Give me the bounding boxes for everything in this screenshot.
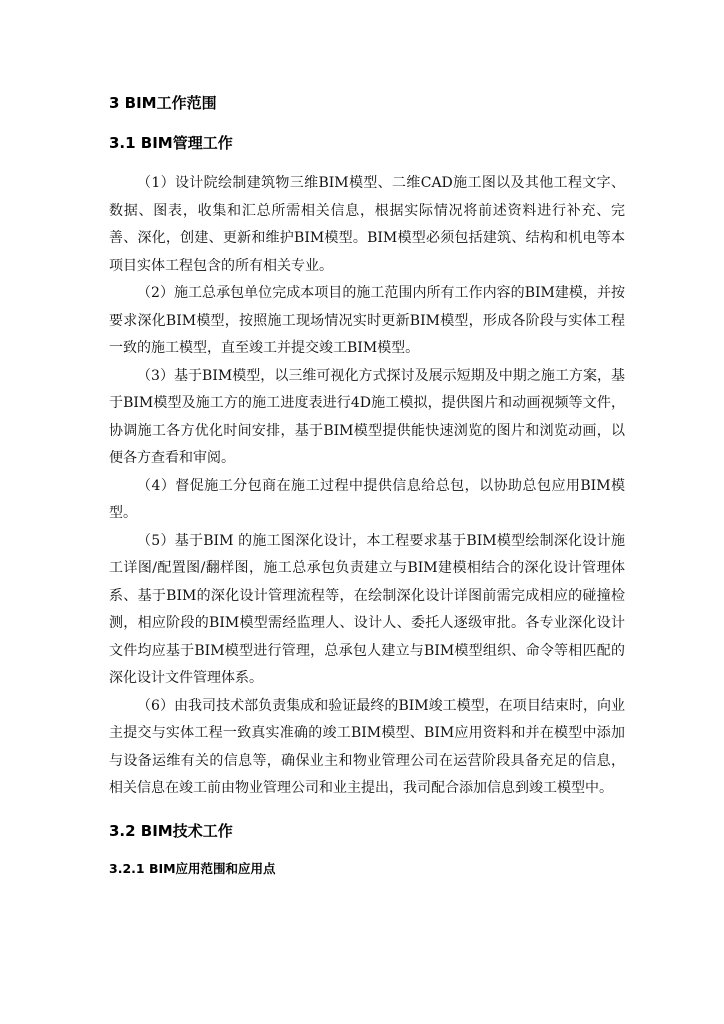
paragraph-1: （1）设计院绘制建筑物三维BIM模型、二维CAD施工图以及其他工程文字、数据、图表，收集和汇总所需相关信息，根据实际情况将前述资料进行补充、完善、深化，创建、更新和维护BIM模型。BIM模型必须包括建筑、结构和机电等本项目实体工程包含的所有相关专业。 [109, 175, 625, 274]
document-body [109, 92, 625, 879]
paragraph-6: （6）由我司技术部负责集成和验证最终的BIM竣工模型，在项目结束时，向业主提交与实体工程一致真实准确的竣工BIM模型、BIM应用资料和并在模型中添加与设备运维有关的信息等，确保业主和物业管理公司在运营阶段具备充足的信息，相关信息在竣工前由物业管理公司和业主提出，我司配合添加信息到竣工模型中。 [109, 697, 625, 796]
section-heading-3-2-1: 3.2.1 BIM应用范围和应用点 [109, 860, 276, 876]
section-heading-3-2: 3.2 BIM技术工作 [109, 821, 233, 840]
paragraph-5: （5）基于BIM 的施工图深化设计，本工程要求基于BIM模型绘制深化设计施工详图/配置图/翻样图，施工总承包负责建立与BIM建模相结合的深化设计管理体系、基于BIM的深化设计管理流程等，在绘制深化设计详图前需完成相应的碰撞检测，相应阶段的BIM模型需经监理人、设计人、委托人逐级审批。各专业深化设计文件均应基于BIM模型进行管理，总承包人建立与BIM模型组织、命令等相匹配的深化设计文件管理体系。 [109, 532, 625, 686]
paragraph-4: （4）督促施工分包商在施工过程中提供信息给总包，以协助总包应用BIM模型。 [109, 477, 625, 521]
section-heading-3-1: 3.1 BIM管理工作 [109, 134, 233, 152]
section-heading-3: 3 BIM工作范围 [109, 94, 217, 112]
paragraph-2: （2）施工总承包单位完成本项目的施工范围内所有工作内容的BIM建模，并按要求深化BIM模型，按照施工现场情况实时更新BIM模型，形成各阶段与实体工程一致的施工模型，直至竣工并提交竣工BIM模型。 [109, 285, 625, 356]
paragraph-3: （3）基于BIM模型，以三维可视化方式探讨及展示短期及中期之施工方案，基于BIM模型及施工方的施工进度表进行4D施工模拟，提供图片和动画视频等文件，协调施工各方优化时间安排，基于BIM模型提供能快速浏览的图片和浏览动画，以便各方查看和审阅。 [109, 367, 625, 466]
